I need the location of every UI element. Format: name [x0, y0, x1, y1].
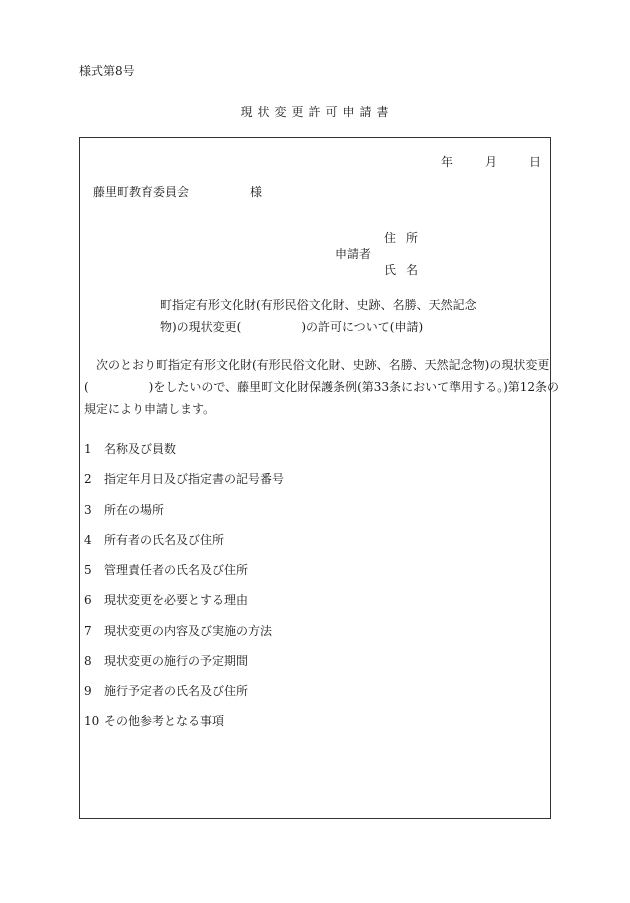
item-number: 8 — [84, 654, 92, 668]
item-number: 9 — [84, 684, 92, 698]
item-label: 現状変更を必要とする理由 — [104, 593, 249, 607]
item-number: 5 — [84, 563, 92, 577]
form-item — [84, 591, 248, 609]
address-label: 住所 — [384, 231, 429, 245]
item-number: 2 — [84, 472, 92, 486]
item-number: 10 — [84, 714, 100, 728]
form-item — [84, 622, 272, 640]
form-item — [84, 470, 284, 488]
item-label: その他参考となる事項 — [104, 714, 225, 728]
item-label: 現状変更の内容及び実施の方法 — [104, 624, 273, 638]
item-number: 1 — [84, 442, 92, 456]
item-label: 施行予定者の氏名及び住所 — [104, 684, 249, 698]
date-row — [441, 153, 541, 171]
item-label: 管理責任者の氏名及び住所 — [104, 563, 249, 577]
item-label: 所有者の氏名及び住所 — [104, 533, 225, 547]
item-number: 6 — [84, 593, 92, 607]
date-year-label: 年 — [441, 155, 454, 169]
item-number: 3 — [84, 503, 92, 517]
form-item — [84, 682, 248, 700]
item-number: 4 — [84, 533, 92, 547]
item-label: 現状変更の施行の予定期間 — [104, 654, 249, 668]
form-number: 様式第8号 — [79, 64, 135, 78]
body-text-line: 次のとおり町指定有形文化財(有形民俗文化財、史跡、名勝、天然記念物)の現状変更 — [96, 358, 550, 372]
form-item — [84, 440, 176, 458]
name-label: 氏名 — [384, 263, 429, 277]
form-item — [84, 561, 248, 579]
subject-line: 物)の現状変更( )の許可について(申請) — [160, 320, 424, 334]
addressee-honorific: 様 — [250, 185, 263, 199]
date-month-label: 月 — [485, 155, 498, 169]
item-label: 所在の場所 — [104, 503, 165, 517]
item-label: 指定年月日及び指定書の記号番号 — [104, 472, 285, 486]
item-label: 名称及び員数 — [104, 442, 177, 456]
addressee: 藤里町教育委員会 — [93, 185, 190, 199]
form-item — [84, 652, 248, 670]
date-day-label: 日 — [529, 155, 542, 169]
body-text-line: ( )をしたいので、藤里町文化財保護条例(第33条において準用する。)第12条の — [84, 380, 560, 394]
subject-line: 町指定有形文化財(有形民俗文化財、史跡、名勝、天然記念 — [160, 298, 477, 312]
application-form-frame — [79, 137, 560, 819]
form-item — [84, 531, 224, 549]
body-text-line: 規定により申請します。 — [84, 402, 216, 416]
item-number: 7 — [84, 624, 92, 638]
form-item — [84, 712, 224, 730]
document-title: 現状変更許可申請書 — [240, 105, 394, 119]
applicant-label: 申請者 — [335, 247, 372, 261]
form-item — [84, 501, 164, 519]
